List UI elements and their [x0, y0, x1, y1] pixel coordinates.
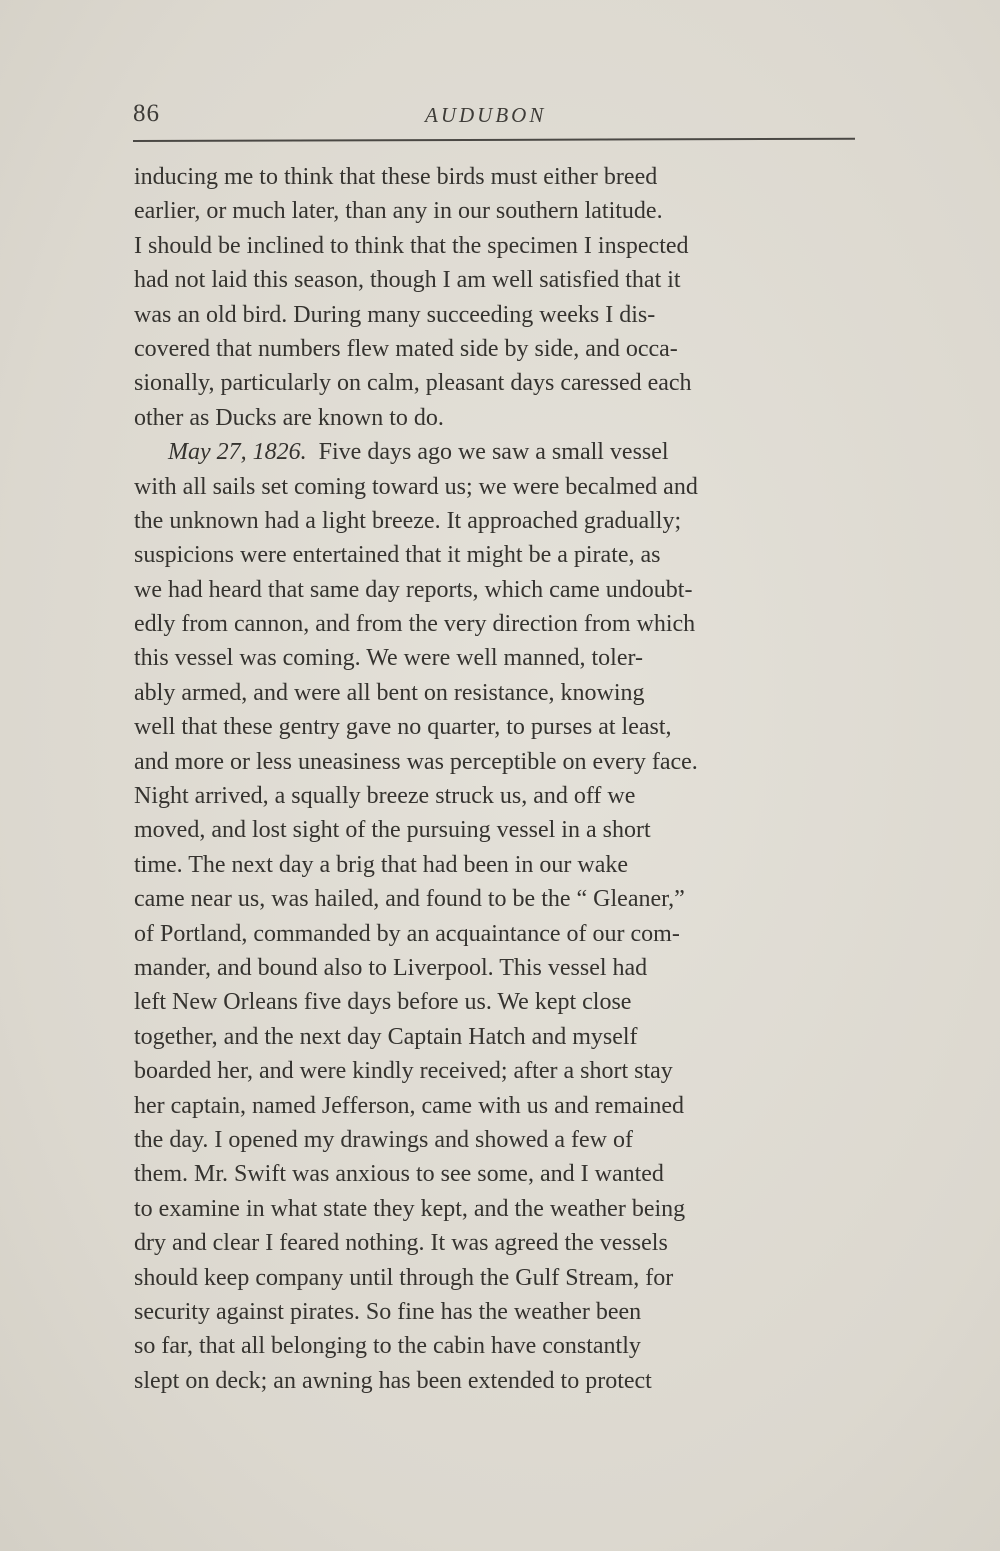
text-line: this vessel was coming. We were well manned, toler-	[134, 645, 644, 672]
body-text	[134, 160, 869, 1398]
text-line: moved, and lost sight of the pursuing vessel in a short	[134, 817, 651, 844]
text-line: Night arrived, a squally breeze struck us, and off we	[134, 783, 636, 810]
text-line: had not laid this season, though I am well satisfied that it	[134, 267, 681, 294]
text-line: earlier, or much later, than any in our southern latitude.	[134, 198, 663, 225]
text-line: inducing me to think that these birds must either breed	[134, 164, 658, 190]
entry-date: May 27, 1826.	[168, 439, 307, 466]
text-line: mander, and bound also to Liverpool. This vessel had	[134, 954, 648, 981]
text-line: edly from cannon, and from the very direction from which	[134, 611, 696, 638]
dated-entry-line	[134, 435, 869, 469]
text-line: to examine in what state they kept, and the weather being	[134, 1195, 686, 1222]
text-line: ably armed, and were all bent on resistance, knowing	[134, 679, 645, 706]
text-line: with all sails set coming toward us; we were becalmed and	[134, 473, 698, 500]
text-line: came near us, was hailed, and found to be the “ Gleaner,”	[134, 886, 685, 913]
text-line: suspicions were entertained that it might be a pirate, as	[134, 542, 661, 569]
text-line: security against pirates. So fine has the weather been	[134, 1298, 642, 1325]
text-line: and more or less uneasiness was perceptible on every face.	[134, 748, 698, 775]
text-line: her captain, named Jefferson, came with us and remained	[134, 1092, 685, 1119]
text-line: we had heard that same day reports, which came undoubt-	[134, 576, 693, 603]
text-line: I should be inclined to think that the specimen I inspected	[134, 232, 689, 259]
text-line: together, and the next day Captain Hatch and myself	[134, 1023, 638, 1050]
text-line: slept on deck; an awning has been extended to protect	[134, 1367, 652, 1394]
running-head: AUDUBON	[425, 103, 547, 127]
text-line: sionally, particularly on calm, pleasant days caressed each	[134, 370, 692, 397]
text-line: dry and clear I feared nothing. It was agreed the vessels	[134, 1230, 668, 1257]
text-line: so far, that all belonging to the cabin have constantly	[134, 1333, 641, 1360]
text-line: of Portland, commanded by an acquaintance of our com-	[134, 920, 680, 947]
text-line: time. The next day a brig that had been in our wake	[134, 851, 629, 878]
text-line: left New Orleans five days before us. We kept close	[134, 989, 632, 1016]
page-number: 86	[133, 100, 160, 127]
header-rule	[133, 138, 855, 142]
text-line: was an old bird. During many succeeding weeks I dis-	[134, 301, 656, 328]
text-line: boarded her, and were kindly received; after a short stay	[134, 1058, 673, 1085]
text-line: other as Ducks are known to do.	[134, 404, 444, 431]
text-line: them. Mr. Swift was anxious to see some, and I wanted	[134, 1161, 664, 1188]
text-line: the day. I opened my drawings and showed a few of	[134, 1126, 633, 1153]
entry-text: Five days ago we saw a small vessel	[318, 439, 669, 466]
text-line: well that these gentry gave no quarter, to purses at least,	[134, 714, 672, 741]
text-line: covered that numbers flew mated side by side, and occa-	[134, 335, 678, 362]
text-line: the unknown had a light breeze. It approached gradually;	[134, 507, 682, 534]
text-line: should keep company until through the Gulf Stream, for	[134, 1264, 674, 1291]
